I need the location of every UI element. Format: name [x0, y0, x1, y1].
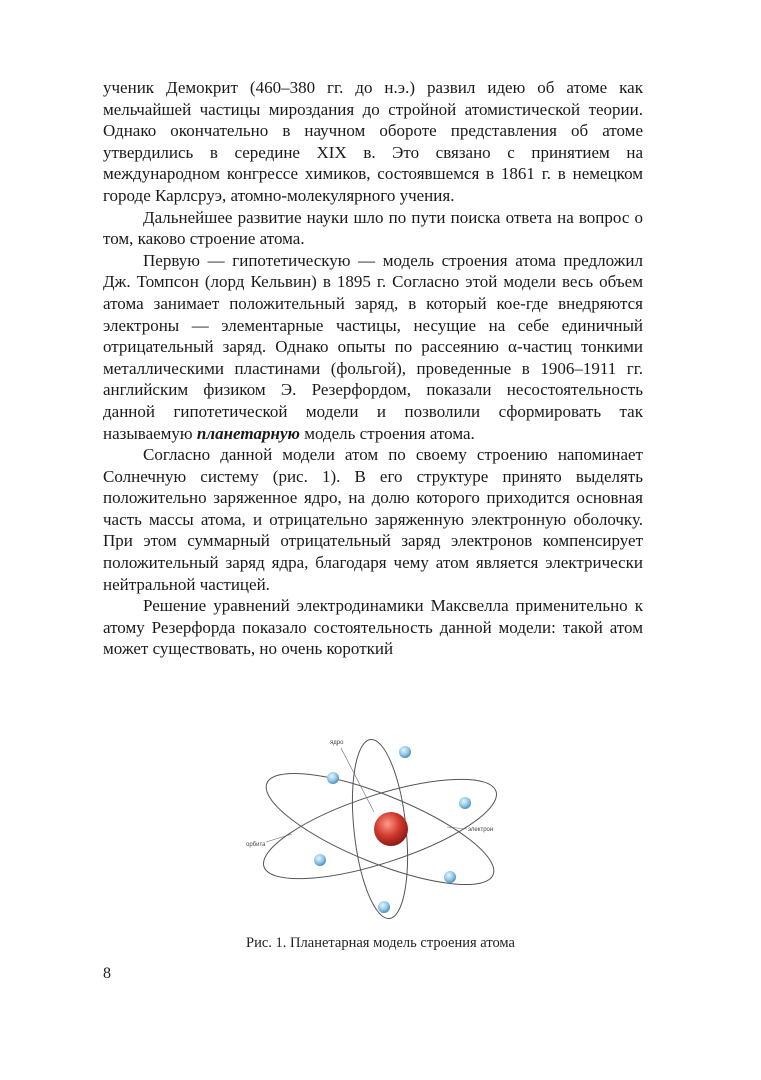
atom-figure	[240, 730, 520, 926]
figure-caption: Рис. 1. Планетарная модель строения атома	[246, 935, 515, 951]
paragraph-2: Дальнейшее развитие науки шло по пути поиска ответа на вопрос о том, каково строение атома.	[103, 207, 643, 249]
emphasized-term: планетарную	[196, 423, 300, 443]
electron-pointer	[447, 827, 467, 829]
nucleus-label: ядро	[330, 740, 344, 746]
electron-1	[399, 746, 411, 758]
paragraph-3-start: Первую — гипотетическую — модель строения атома предложил Дж. Томпсон (лорд Кельвин) в 1895 г. Согласно этой модели весь объем атома занимает положительный заряд, в который кое-где внедряются электроны — элементарные частицы, несущие на себе единичный отрицательный заряд. Однако опыты по рассеянию α-частиц тонкими металлическими пластинами (фольгой), проведенные в 1906–1911 гг. английским физиком Э. Резерфордом, показали несостоятельность данной гипотетической модели и позволили сформировать так называемую	[103, 250, 643, 443]
nucleus	[374, 812, 408, 846]
paragraph-1: ученик Демокрит (460–380 гг. до н.э.) развил идею об атоме как мельчайшей частицы мироздания до стройной атомистической теории. Однако окончательно в научном обороте представления об атоме утвердились в середине XIX в. Это связано с принятием на международном конгрессе химиков, состоявшемся в 1861 г. в немецком городе Карлсруэ, атомно-молекулярного учения.	[103, 78, 643, 205]
atom-diagram	[240, 730, 520, 926]
orbit-label: орбита	[246, 842, 266, 848]
electron-6	[378, 901, 390, 913]
paragraph-3	[103, 250, 643, 444]
paragraph-3-end: модель строения атома.	[299, 423, 475, 443]
electron-5	[444, 871, 456, 883]
paragraph-5: Решение уравнений электродинамики Максвелла применительно к атому Резерфорда показало состоятельность данной модели: такой атом может существовать, но очень короткий	[103, 596, 643, 659]
electron-4	[314, 854, 326, 866]
electron-label: электрон	[468, 827, 494, 833]
body-text	[103, 77, 643, 660]
electron-2	[327, 772, 339, 784]
page-number: 8	[103, 965, 111, 982]
electron-3	[459, 797, 471, 809]
paragraph-4: Согласно данной модели атом по своему строению напоминает Солнечную систему (рис. 1). В его структуре принято выделять положительно заряженное ядро, на долю которого приходится основная часть массы атома, и отрицательно заряженную электронную оболочку. При этом суммарный отрицательный заряд электронов компенсирует положительный заряд ядра, благодаря чему атом является электрически нейтральной частицей.	[103, 445, 643, 594]
